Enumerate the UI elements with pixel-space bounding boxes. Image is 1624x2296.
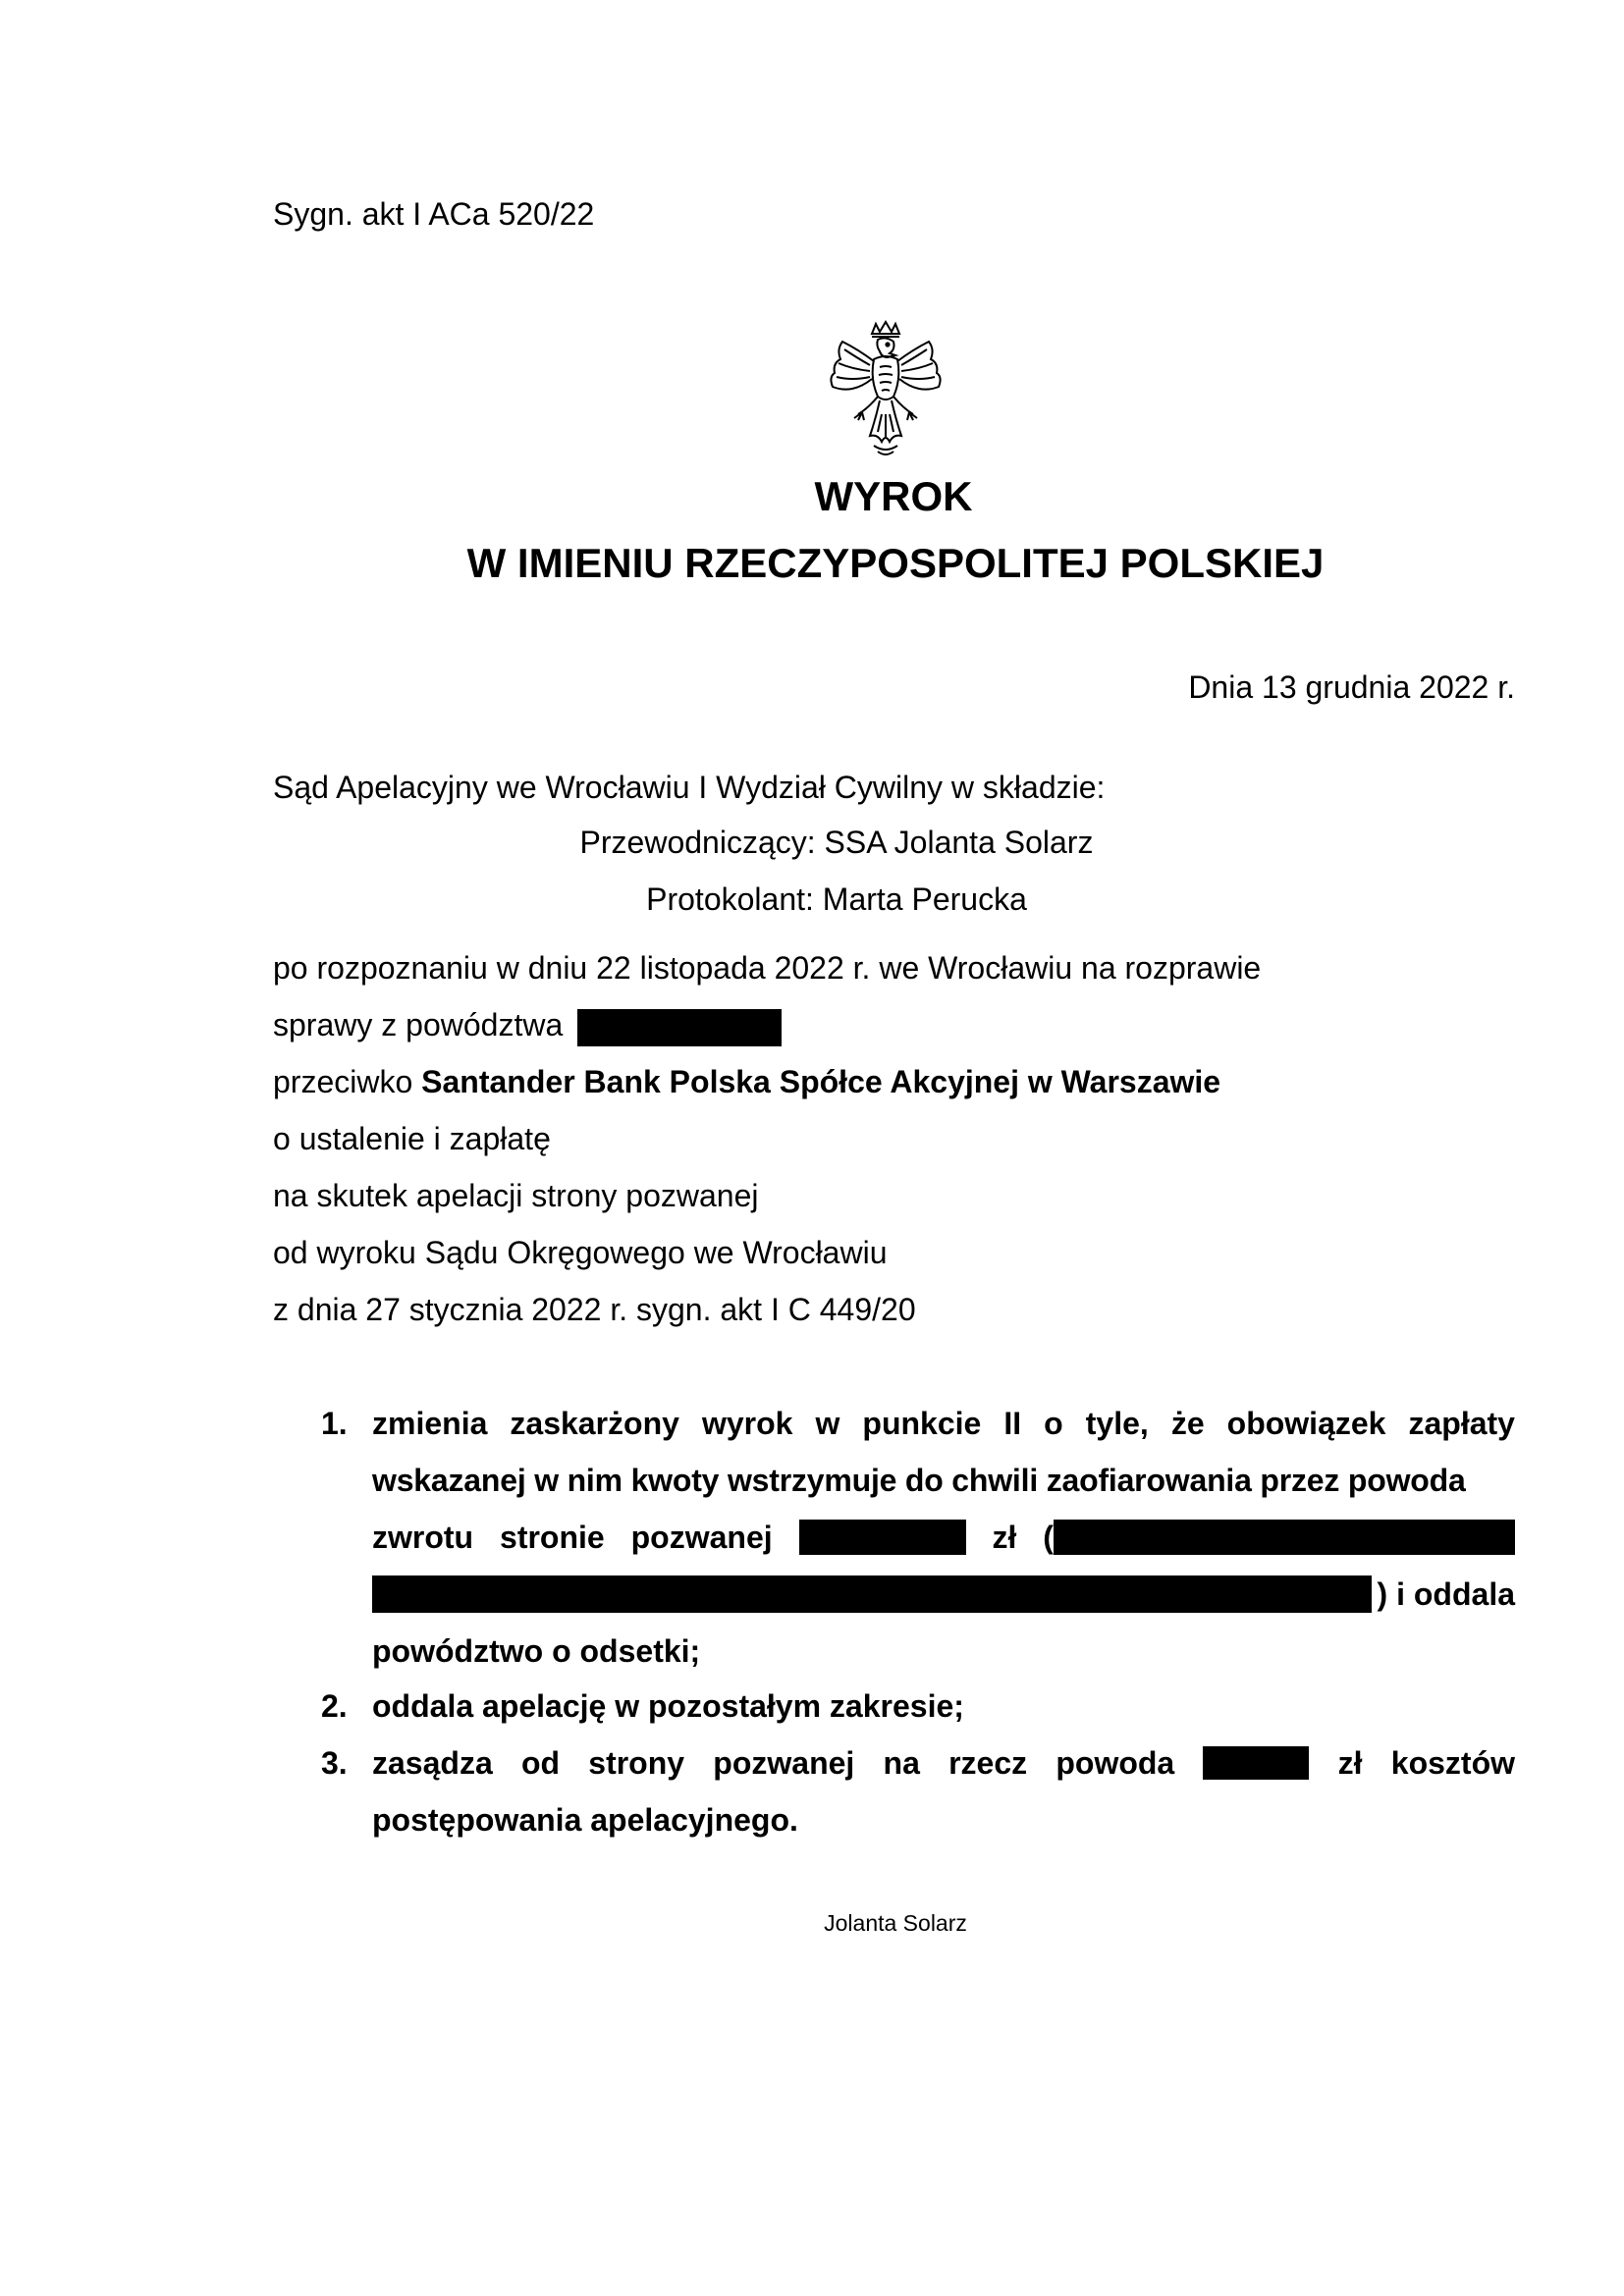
defendant-prefix: przeciwko	[273, 1064, 413, 1099]
judgment-subtitle: W IMIENIU RZECZYPOSPOLITEJ POLSKIEJ	[466, 540, 1325, 586]
ruling-item-1-line-3: zwrotu stronie pozwanej zł (	[372, 1509, 1515, 1566]
ruling-item-1-line-4: ) i oddala	[372, 1566, 1515, 1623]
item-number: 1.	[321, 1406, 348, 1441]
defendant-line	[273, 1062, 1220, 1101]
redacted-plaintiff	[577, 1009, 782, 1046]
ruling-item-3	[372, 1735, 1515, 1848]
item-number: 3.	[321, 1745, 348, 1781]
ruling-item-1-line-1: zmienia zaskarżony wyrok w punkcie II o tyle, że obowiązek zapłaty	[372, 1405, 1515, 1441]
ruling-item-2: oddala apelację w pozostałym zakresie;	[372, 1687, 964, 1724]
plaintiff-line	[273, 1005, 782, 1046]
lower-court-line: od wyroku Sądu Okręgowego we Wrocławiu	[273, 1235, 888, 1270]
lower-judgment-line: z dnia 27 stycznia 2022 r. sygn. akt I C 449/20	[273, 1292, 916, 1327]
hearing-line: po rozpoznaniu w dniu 22 listopada 2022 r. we Wrocławiu na rozprawie	[273, 950, 1262, 986]
subject-line: o ustalenie i zapłatę	[273, 1121, 551, 1156]
redacted-amount-words-continued	[372, 1575, 1372, 1613]
ruling-item-3-line-2: postępowania apelacyjnego.	[372, 1801, 798, 1838]
appeal-line: na skutek apelacji strony pozwanej	[273, 1178, 759, 1213]
ruling-item-1-line-5: powództwo o odsetki;	[372, 1632, 701, 1669]
defendant-name: Santander Bank Polska Spółce Akcyjnej w Warszawie	[421, 1064, 1221, 1099]
ruling-item-3-line-1: zasądza od strony pozwanej na rzecz powoda zł kosztów	[372, 1744, 1515, 1781]
court-composition: Sąd Apelacyjny we Wrocławiu I Wydział Cywilny w składzie:	[273, 770, 1106, 805]
redacted-amount	[799, 1520, 966, 1555]
redacted-costs	[1203, 1746, 1309, 1780]
ruling-item-1-line-2: wskazanej w nim kwoty wstrzymuje do chwili zaofiarowania przez powoda	[372, 1462, 1466, 1498]
polish-eagle-emblem-icon	[823, 320, 948, 461]
presiding-judge: Przewodniczący: SSA Jolanta Solarz	[579, 825, 1094, 860]
judgment-title: WYROK	[814, 473, 973, 519]
judgment-date: Dnia 13 grudnia 2022 r.	[1188, 669, 1515, 705]
redacted-amount-words	[1054, 1520, 1515, 1555]
court-clerk: Protokolant: Marta Perucka	[646, 881, 1027, 917]
judge-signature: Jolanta Solarz	[824, 1910, 967, 1936]
plaintiff-prefix: sprawy z powództwa	[273, 1007, 564, 1042]
case-reference: Sygn. akt I ACa 520/22	[273, 196, 595, 232]
ruling-item-1	[372, 1395, 1515, 1680]
item-number: 2.	[321, 1688, 348, 1724]
